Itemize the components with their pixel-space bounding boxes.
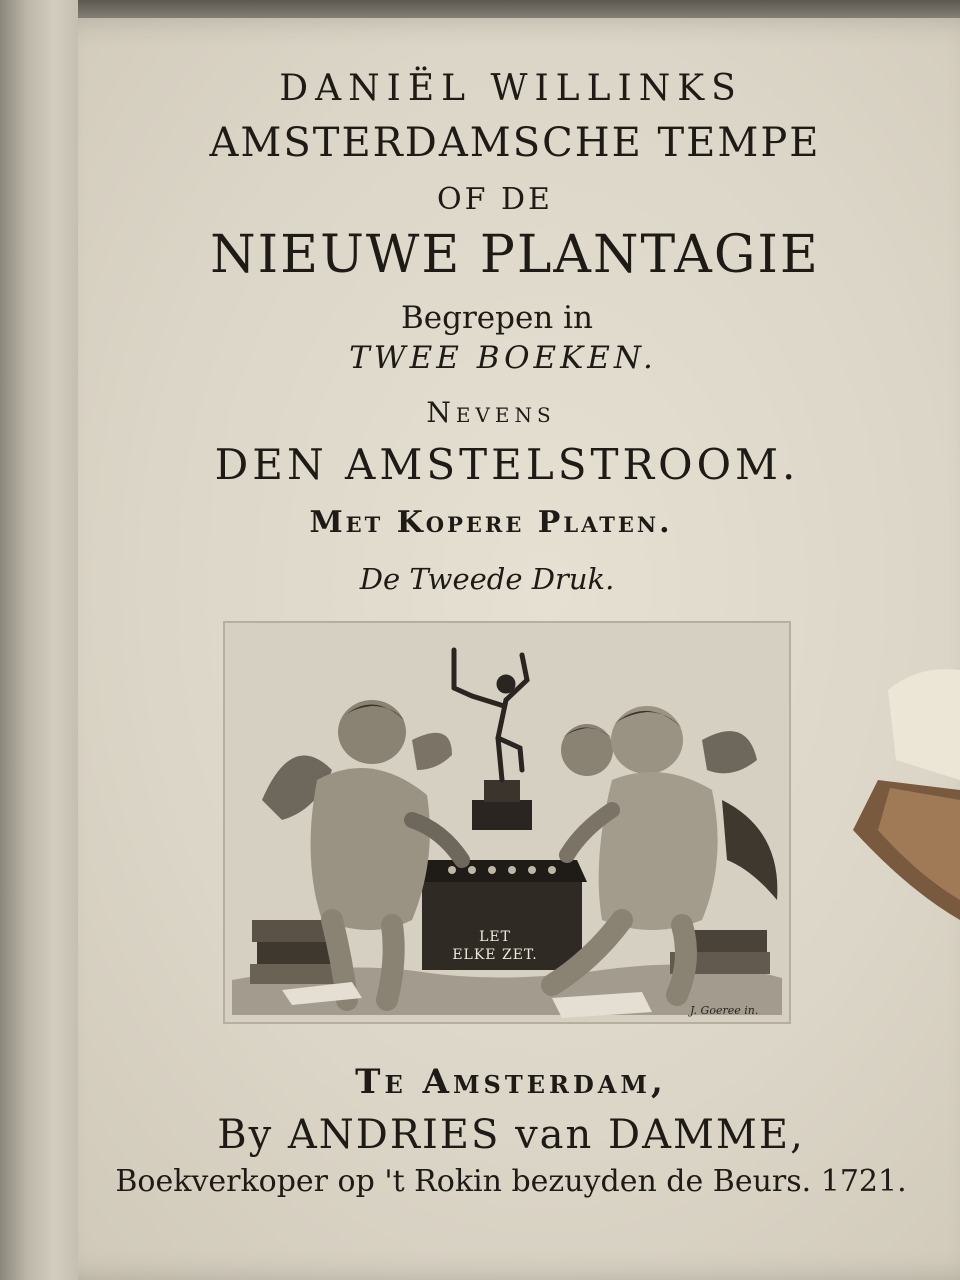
engraver-signature: J. Goeree in. [690,1004,759,1017]
imprint-city: Te Amsterdam, [355,1062,667,1102]
engraved-vignette [222,620,792,1025]
game-board [417,860,587,882]
statue-base [472,800,532,830]
adjacent-book-corner [848,660,960,920]
imprint-address: Boekverkoper op 't Rokin bezuyden de Beurs. 1721. [115,1164,907,1199]
book-spine-edge [0,0,78,1280]
subtitle-line-1: Begrepen in [400,300,594,336]
imprint-publisher: By ANDRIES van DAMME, [217,1112,805,1158]
cube-text-line-1: LET [479,929,511,945]
subtitle-line-2: TWEE BOEKEN. [349,340,657,376]
title-line-3: NIEUWE PLANTAGIE [210,225,820,285]
nevens-line: Nevens [426,396,556,429]
author-line: DANIËL WILLINKS [279,68,743,109]
cube-text-line-2: ELKE ZET. [452,947,538,963]
platen-line: Met Kopere Platen. [309,505,673,540]
edition-line: De Tweede Druk. [359,562,615,596]
cube-inscription [420,928,570,964]
amstel-line: DEN AMSTELSTROOM. [214,440,800,489]
title-line-2: OF DE [437,182,553,217]
title-line-1: AMSTERDAMSCHE TEMPE [209,120,821,166]
